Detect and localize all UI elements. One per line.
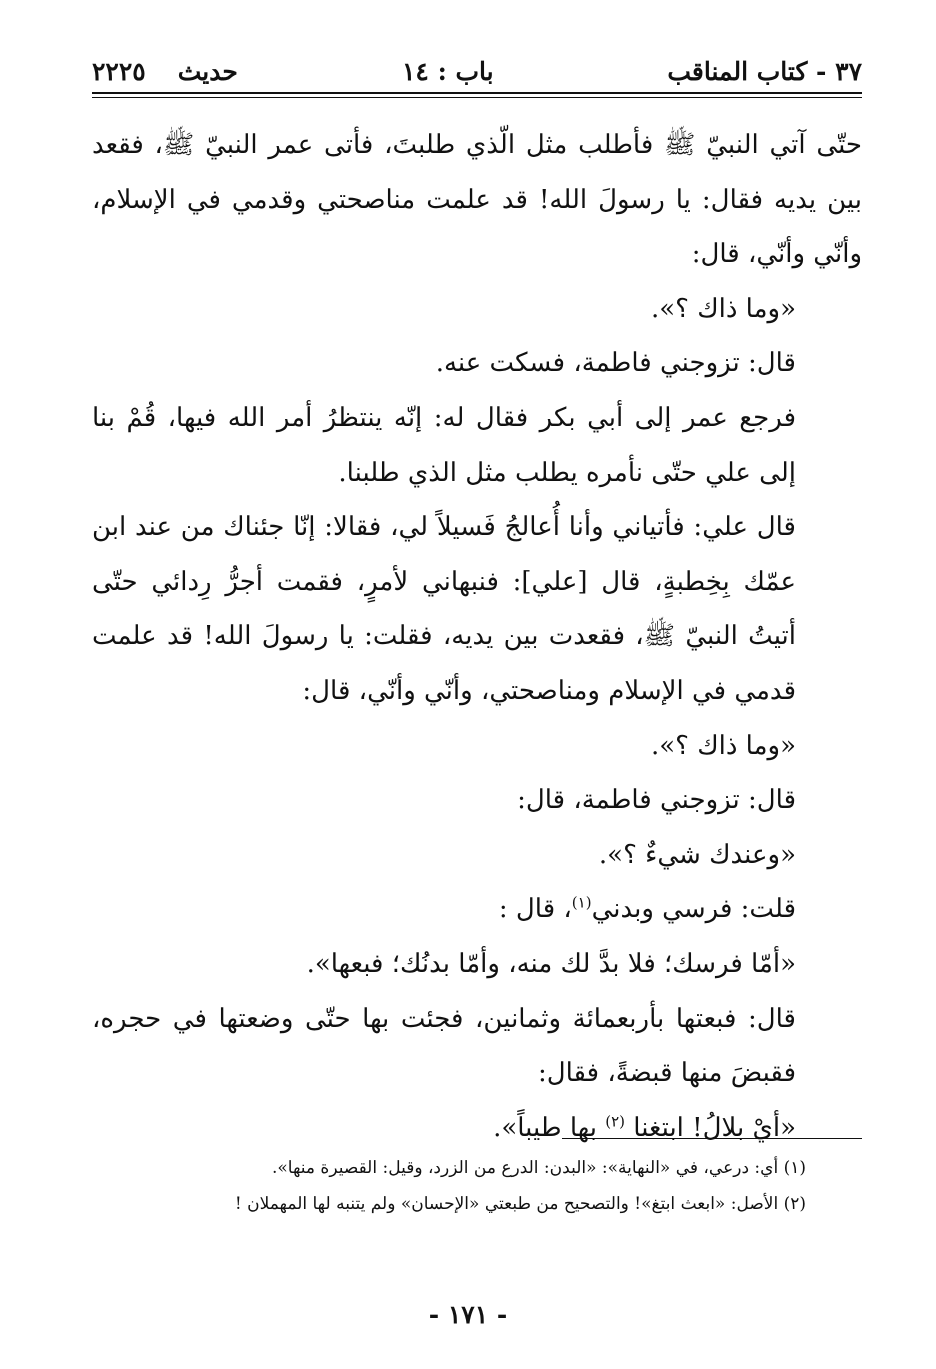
paragraph bbox=[92, 1101, 862, 1156]
footnotes bbox=[92, 1150, 862, 1222]
paragraph: قال: تزوجني فاطمة، قال: bbox=[517, 785, 796, 816]
paragraph: «أمّا فرسك؛ فلا بدَّ لك منه، وأمّا بدنُك؛ فبعها». bbox=[306, 948, 796, 979]
paragraph: قال علي: فأتياني وأنا أُعالجُ فَسيلاً لي، فقالا: إنّا جئناك من عند ابن عمّك بِخِطبةٍ، قال [علي]: فنبهاني لأمرٍ، فقمت أجرُّ رِدائي حتّى أتيتُ النبيّ ﷺ، فقعدت بين يديه، فقلت: يا رسولَ الله! قد علمت قدمي في الإسلام ومناصحتي، وأنّي وأنّي، قال: bbox=[92, 512, 796, 706]
footnote-separator bbox=[562, 1138, 862, 1139]
hadith-label: حديث bbox=[177, 57, 238, 86]
hadith-reference bbox=[92, 52, 238, 92]
paragraph: فرجع عمر إلى أبي بكر فقال له: إنّه ينتظرُ أمر الله فيها، قُمْ بنا إلى علي حتّى نأمره يطلب مثل الذي طلبنا. bbox=[92, 402, 796, 488]
paragraph: «وما ذاك ؟». bbox=[650, 293, 796, 324]
chapter-title: ٣٧ - كتاب المناقب bbox=[667, 57, 862, 86]
chapter-section: باب : ١٤ bbox=[402, 57, 494, 86]
paragraph: «وما ذاك ؟». bbox=[650, 730, 796, 761]
footnote: (٢) الأصل: «ابعث ابتغ»! والتصحيح من طبعتي «الإحسان» ولم يتنبه لها المهملان ! bbox=[234, 1194, 806, 1214]
main-text bbox=[92, 118, 862, 1155]
paragraph-text: «أيْ بلالُ! ابتغنا bbox=[633, 1112, 796, 1143]
paragraph bbox=[92, 882, 862, 937]
paragraph-text: ، قال : bbox=[498, 894, 572, 925]
page-number: - ١٧١ - bbox=[428, 1300, 508, 1329]
paragraph: «وعندك شيءٌ ؟». bbox=[598, 839, 796, 870]
paragraph-text: بها طيباً». bbox=[493, 1112, 597, 1143]
paragraph: قال: فبعتها بأربعمائة وثمانين، فجئت بها حتّى وضعتها في حجره، فقبضَ منها قبضةً، فقال: bbox=[92, 1003, 796, 1089]
header-rule-thick bbox=[92, 92, 862, 94]
paragraph: حتّى آتي النبيّ ﷺ فأطلب مثل الّذي طلبتَ، فأتى عمر النبيّ ﷺ، فقعد بين يديه فقال: يا رسولَ الله! قد علمت مناصحتي وقدمي في الإسلام، وأنّي وأنّي، قال: bbox=[92, 130, 862, 270]
running-header bbox=[92, 52, 862, 92]
footnote-reference: (٢) bbox=[605, 1112, 626, 1131]
paragraph: قال: تزوجني فاطمة، فسكت عنه. bbox=[435, 348, 796, 379]
paragraph-text: قلت: فرسي وبدني bbox=[591, 894, 796, 925]
footnote: (١) أي: درعي، في «النهاية»: «البدن: الدرع من الزرد، وقيل: القصيرة منها». bbox=[271, 1158, 806, 1178]
hadith-number: ٢٢٢٥ bbox=[92, 57, 146, 86]
footnote-reference: (١) bbox=[571, 893, 592, 912]
header-rule-thin bbox=[92, 97, 862, 98]
